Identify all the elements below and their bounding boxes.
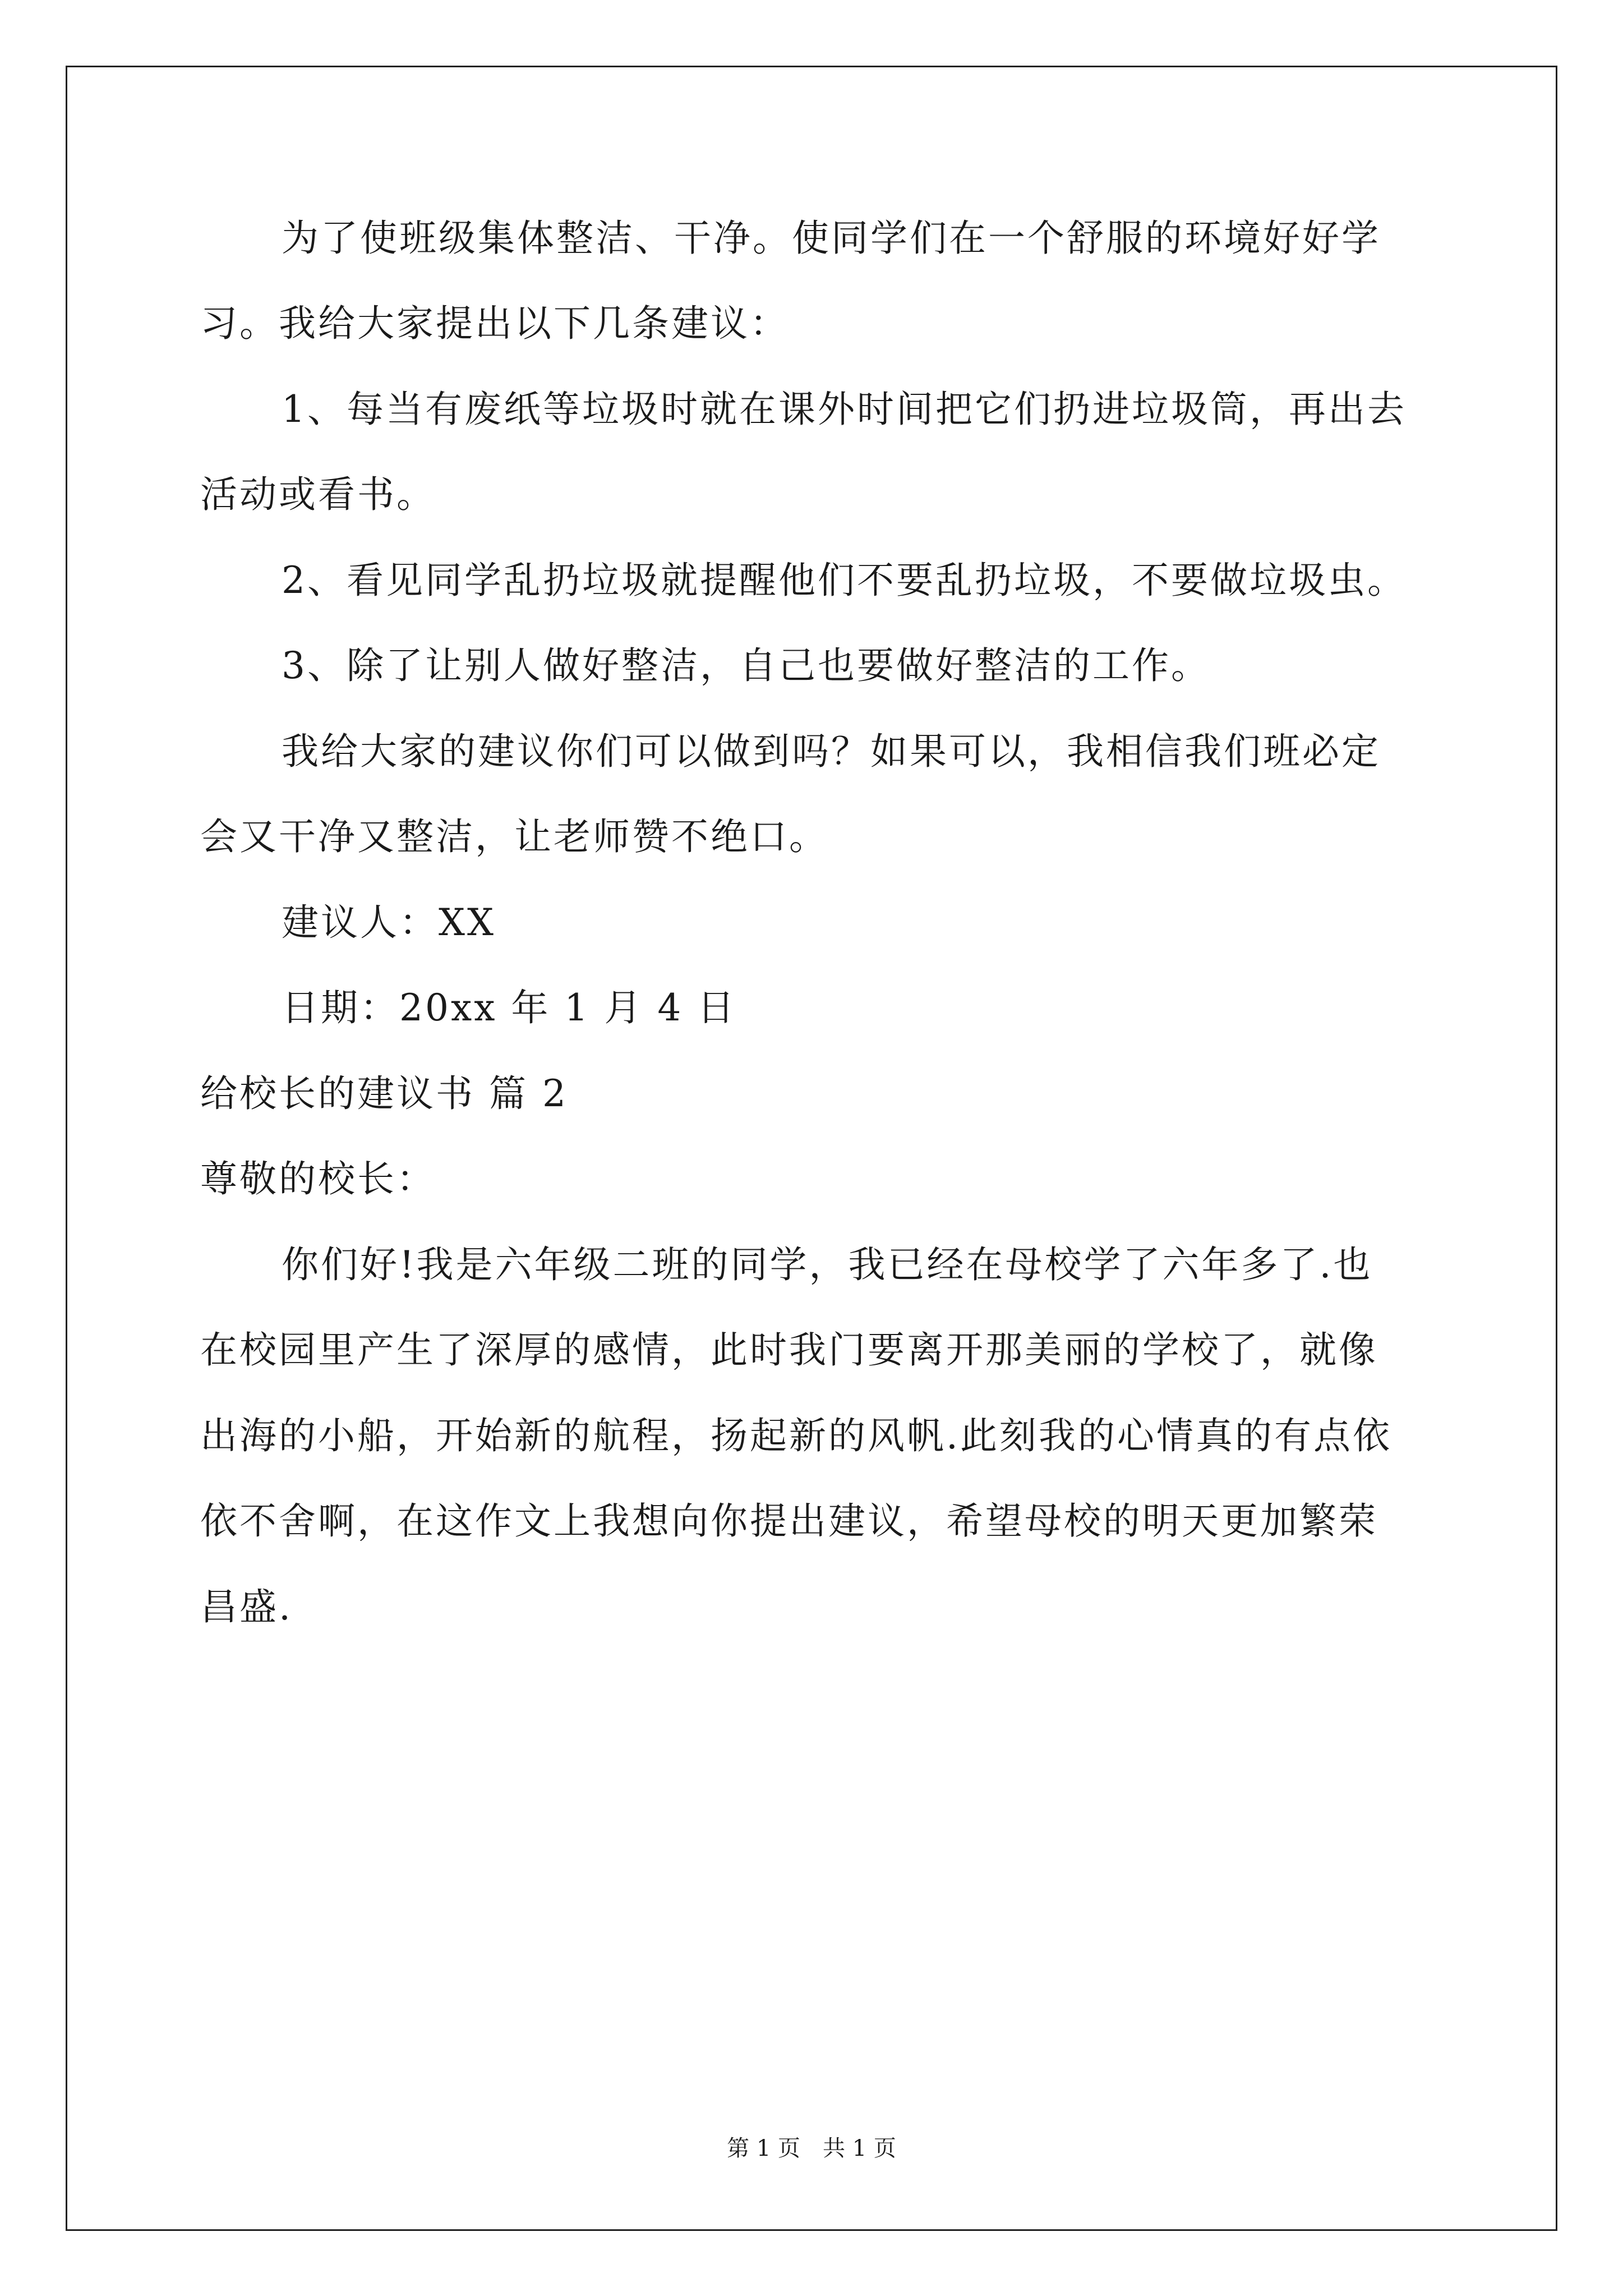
paragraph-line: 会又干净又整洁，让老师赞不绝口。: [200, 815, 828, 858]
paragraph-line: 3、除了让别人做好整洁，自己也要做好整洁的工作。: [282, 644, 1210, 687]
paragraph-line: 习。我给大家提出以下几条建议：: [200, 302, 789, 345]
paragraph-line: 出海的小船，开始新的航程，扬起新的风帆.此刻我的心情真的有点依: [200, 1414, 1392, 1457]
paragraph-line: 昌盛.: [200, 1585, 293, 1628]
paragraph-line: 2、看见同学乱扔垃圾就提醒他们不要乱扔垃圾，不要做垃圾虫。: [282, 559, 1407, 602]
paragraph-line: 为了使班级集体整洁、干净。使同学们在一个舒服的环境好好学: [282, 217, 1381, 260]
salutation: 尊敬的校长：: [200, 1157, 436, 1200]
paragraph-line: 你们好!我是六年级二班的同学，我已经在母校学了六年多了.也: [282, 1243, 1373, 1286]
page-footer: 第 1 页 共 1 页: [727, 2136, 896, 2161]
paragraph-line: 我给大家的建议你们可以做到吗？如果可以，我相信我们班必定: [282, 730, 1381, 773]
paragraph-line: 依不舍啊，在这作文上我想向你提出建议，希望母校的明天更加繁荣: [200, 1499, 1378, 1543]
paragraph-line: 在校园里产生了深厚的感情，此时我门要离开那美丽的学校了，就像: [200, 1328, 1378, 1372]
paragraph-line: 活动或看书。: [200, 473, 436, 516]
date-line: 日期：20xx 年 1 月 4 日: [282, 986, 737, 1029]
signature-line: 建议人：XX: [282, 901, 496, 944]
paragraph-line: 1、每当有废纸等垃圾时就在课外时间把它们扔进垃圾筒，再出去: [282, 388, 1407, 431]
section-heading: 给校长的建议书 篇 2: [200, 1072, 568, 1115]
